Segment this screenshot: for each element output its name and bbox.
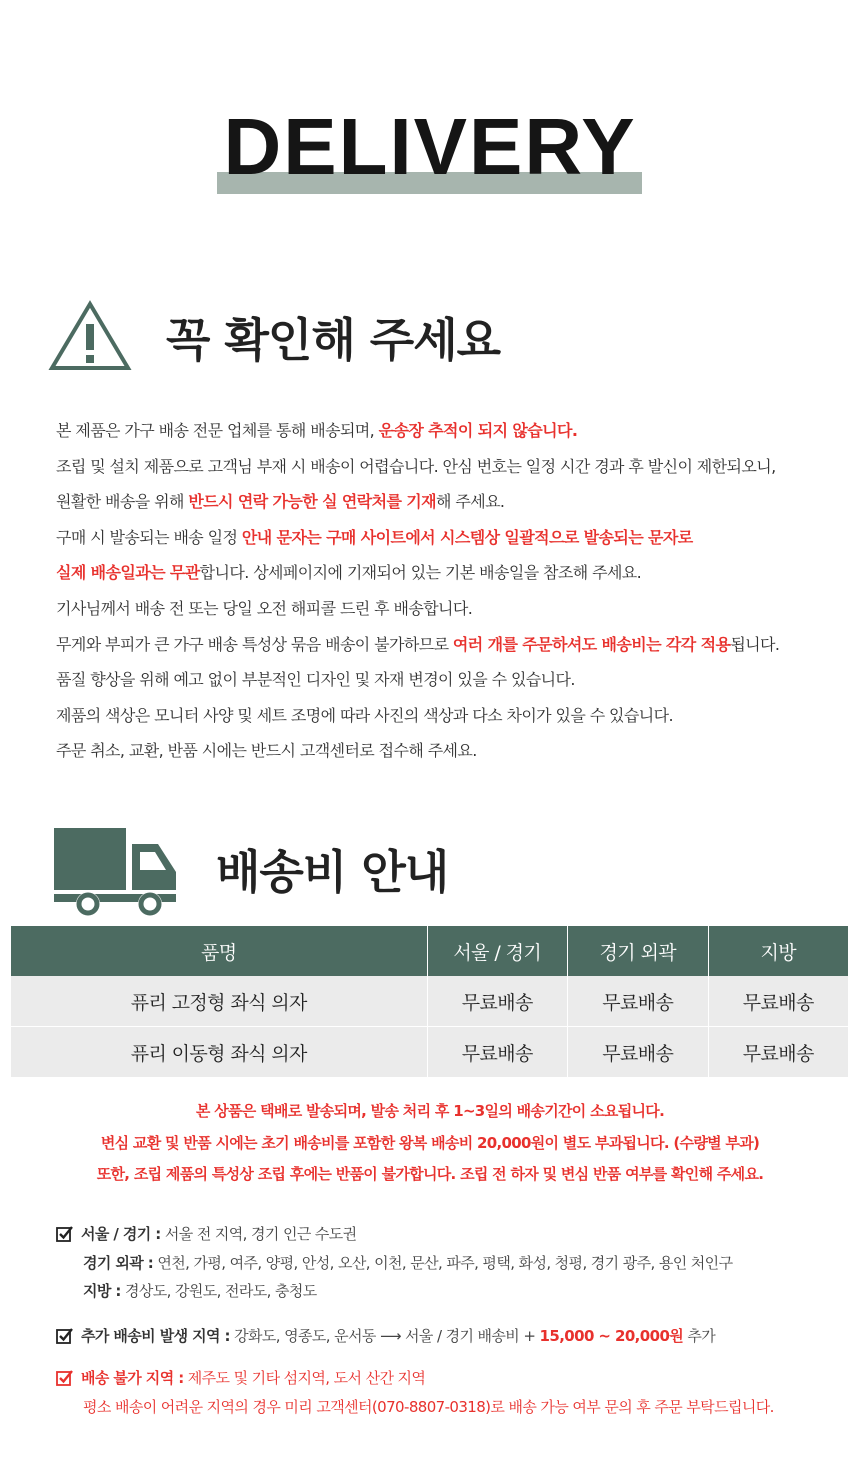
notice-line (56, 733, 836, 769)
notice-line (56, 413, 836, 449)
cell-product: 퓨리 고정형 좌식 의자 (130, 991, 307, 1014)
cell-outer: 무료배송 (567, 1027, 708, 1077)
region-outer (56, 1249, 846, 1278)
notice-line (56, 627, 836, 663)
notice-line (56, 555, 836, 591)
region-text: 추가 (683, 1326, 716, 1345)
checkbox-icon (56, 1225, 73, 1242)
cell-seoul: 무료배송 (427, 1027, 568, 1077)
region-text: 강화도, 영종도, 운서동 (229, 1326, 380, 1345)
page-title: DELIVERY (223, 102, 637, 191)
notice-line (56, 449, 836, 485)
region-label: 배송 불가 지역 : (81, 1369, 184, 1387)
region-no-delivery (56, 1364, 846, 1393)
extra-fee-amount: 15,000 ~ 20,000원 (539, 1326, 684, 1345)
region-info (56, 1220, 846, 1421)
notice-text: 기사님께서 배송 전 또는 당일 오전 해피콜 드린 후 배송합니다. (56, 598, 473, 618)
shipping-fee-table (11, 926, 848, 1077)
table-row (11, 976, 848, 1026)
cell-local: 무료배송 (708, 976, 849, 1026)
shipping-warning-text (0, 1096, 860, 1191)
notice-line (56, 484, 836, 520)
notice-text: 무게와 부피가 큰 가구 배송 특성상 묶음 배송이 불가하므로 (56, 634, 453, 654)
notice-text: 주문 취소, 교환, 반품 시에는 반드시 고객센터로 접수해 주세요. (56, 741, 477, 761)
region-label: 서울 / 경기 : (81, 1225, 161, 1243)
region-label: 추가 배송비 발생 지역 : (81, 1326, 230, 1345)
table-row (11, 1026, 848, 1077)
truck-icon (52, 826, 180, 918)
notice-text: 본 제품은 가구 배송 전문 업체를 통해 배송되며, (56, 421, 379, 440)
region-local (56, 1277, 846, 1306)
notice-highlight: 실제 배송일과는 무관 (56, 563, 200, 583)
warning-line: 본 상품은 택배로 발송되며, 발송 처리 후 1~3일의 배송기간이 소요됩니다. (195, 1102, 665, 1120)
header-seoul: 서울 / 경기 (427, 926, 568, 976)
table-header-row (11, 926, 848, 976)
notice-line (56, 520, 836, 556)
notice-line (56, 662, 836, 698)
checkbox-icon (56, 1327, 73, 1344)
notice-highlight: 안내 문자는 구매 사이트에서 시스템상 일괄적으로 발송되는 문자로 (241, 527, 693, 547)
warning-icon (48, 300, 132, 372)
notice-text: 구매 시 발송되는 배송 일정 (56, 527, 242, 547)
cell-outer: 무료배송 (567, 976, 708, 1026)
notice-highlight: 반드시 연락 가능한 실 연락처를 기재 (188, 492, 437, 512)
region-seoul (56, 1220, 846, 1249)
cell-seoul: 무료배송 (427, 976, 568, 1026)
notice-text: 합니다. 상세페이지에 기재되어 있는 기본 배송일을 참조해 주세요. (199, 563, 642, 583)
notice-list (56, 413, 836, 769)
region-label: 경기 외곽 : (83, 1253, 154, 1272)
region-text: 서울 / 경기 배송비 + (400, 1326, 540, 1345)
arrow-right-icon: ⟶ (379, 1326, 401, 1345)
fee-section-title: 배송비 안내 (216, 845, 449, 899)
warning-line: 또한, 조립 제품의 특성상 조립 후에는 반품이 불가합니다. 조립 전 하자 및 변심 반품 여부를 확인해 주세요. (96, 1165, 764, 1183)
notice-line (56, 591, 836, 627)
header-product: 품명 (200, 941, 237, 964)
notice-text: 품질 향상을 위해 예고 없이 부분적인 디자인 및 자재 변경이 있을 수 있습니다. (56, 670, 575, 690)
notice-text: 제품의 색상은 모니터 사양 및 세트 조명에 따라 사진의 색상과 다소 차이가 있을 수 있습니다. (56, 705, 673, 725)
cell-product: 퓨리 이동형 좌식 의자 (130, 1042, 307, 1065)
no-delivery-note: 평소 배송이 어려운 지역의 경우 미리 고객센터(070-8807-0318)로 배송 가능 여부 문의 후 주문 부탁드립니다. (83, 1397, 774, 1416)
region-text: 연천, 가평, 여주, 양평, 안성, 오산, 이천, 문산, 파주, 평택, 화성, 청평, 경기 광주, 용인 처인구 (153, 1253, 733, 1272)
notice-text: 원활한 배송을 위해 (56, 492, 189, 512)
region-label: 지방 : (83, 1282, 121, 1300)
region-text: 서울 전 지역, 경기 인근 수도권 (160, 1225, 357, 1243)
notice-highlight: 운송장 추적이 되지 않습니다. (378, 421, 578, 440)
region-text: 제주도 및 기타 섬지역, 도서 산간 지역 (183, 1369, 426, 1387)
notice-text: 조립 및 설치 제품으로 고객님 부재 시 배송이 어렵습니다. 안심 번호는 일정 시간 경과 후 발신이 제한되오니, (56, 456, 776, 476)
checkbox-icon (56, 1369, 73, 1386)
warning-line: 변심 교환 및 반품 시에는 초기 배송비를 포함한 왕복 배송비 20,000원이 별도 부과됩니다. (수량별 부과) (100, 1133, 760, 1152)
notice-section-title: 꼭 확인해 주세요 (166, 313, 501, 367)
cell-local: 무료배송 (708, 1027, 849, 1077)
notice-text: 해 주세요. (436, 492, 505, 512)
header-outer: 경기 외곽 (567, 926, 708, 976)
header-local: 지방 (708, 926, 849, 976)
notice-line (56, 698, 836, 734)
notice-highlight: 여러 개를 주문하셔도 배송비는 각각 적용 (452, 634, 731, 654)
region-text: 경상도, 강원도, 전라도, 충청도 (120, 1282, 317, 1300)
region-extra (56, 1322, 846, 1351)
notice-text: 됩니다. (730, 634, 780, 654)
